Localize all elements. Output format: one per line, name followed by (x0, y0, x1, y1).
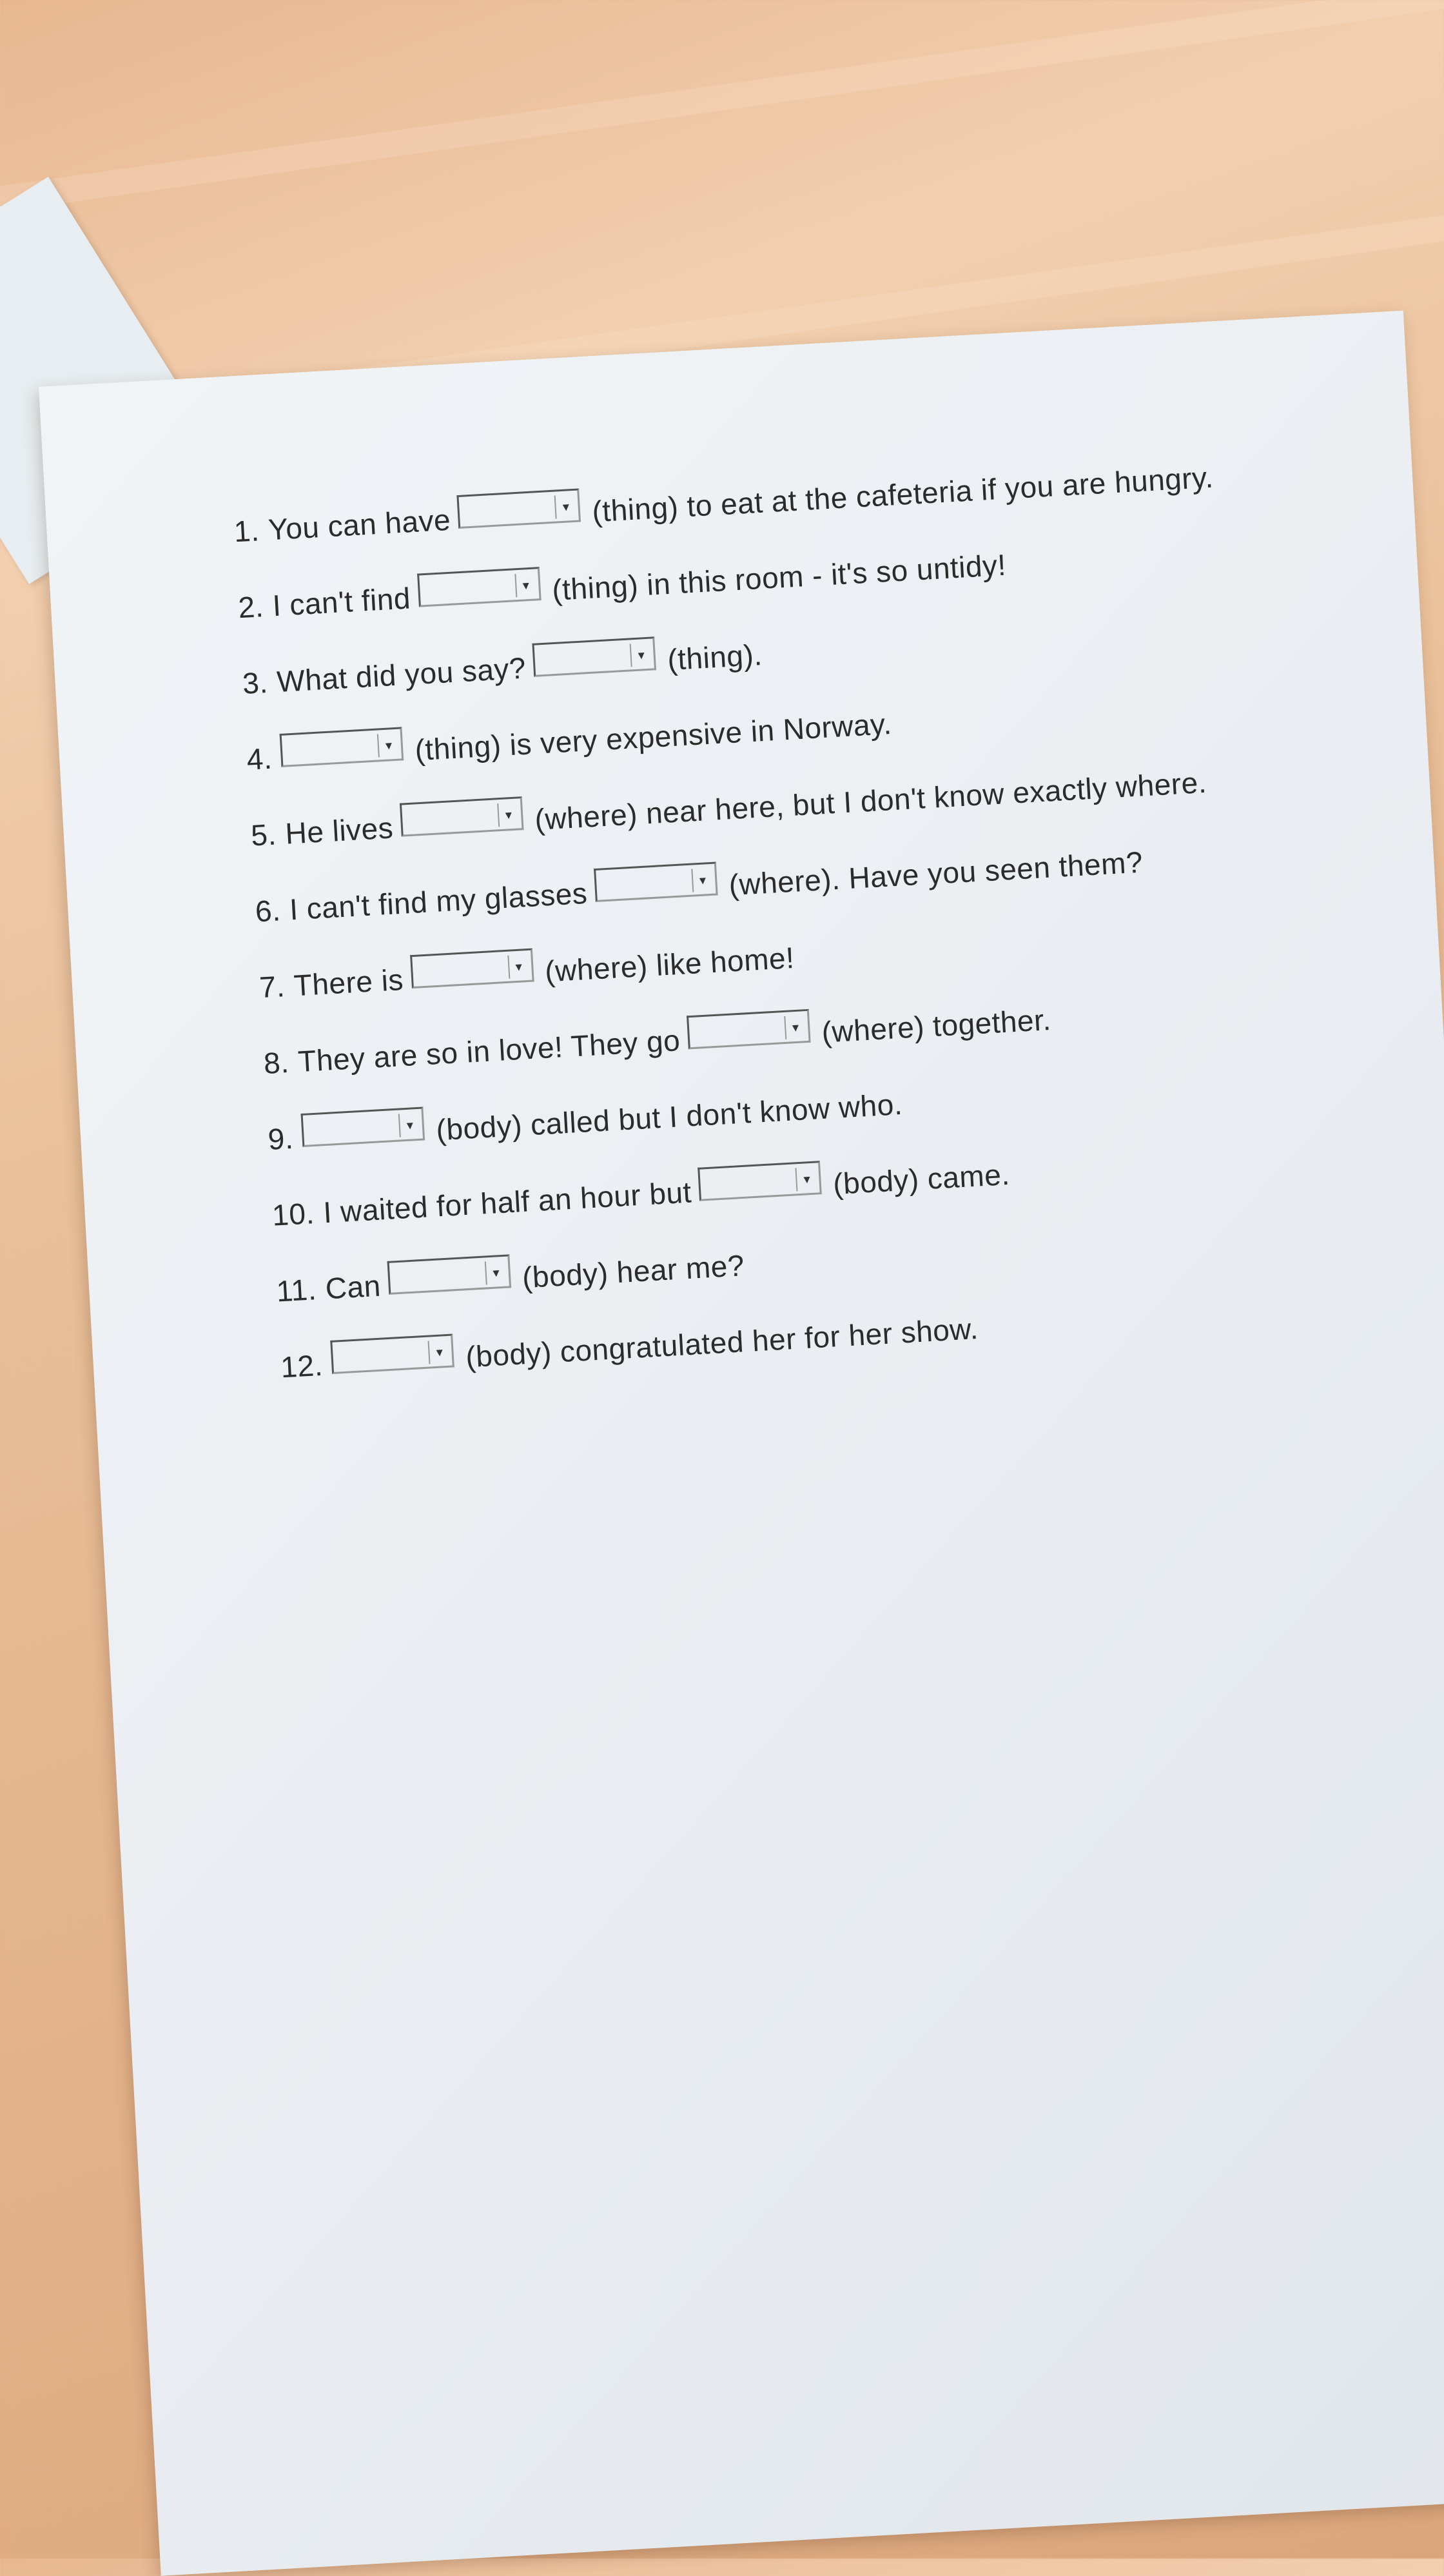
question-number: 7. (259, 969, 286, 1005)
question-number: 1. (233, 513, 260, 549)
chevron-down-icon: ▾ (795, 1167, 817, 1192)
question-text-after: (where) like home! (543, 940, 795, 988)
question-text-after: (where). Have you seen them? (728, 845, 1144, 902)
question-text-after: (thing). (666, 638, 763, 677)
chevron-down-icon: ▾ (485, 1261, 507, 1285)
answer-dropdown[interactable] (331, 1333, 455, 1374)
question-number: 3. (241, 665, 269, 701)
question-list (231, 408, 1440, 1384)
question-number: 2. (237, 589, 265, 625)
question-text-after: (body) hear me? (521, 1248, 746, 1295)
question-number: 6. (254, 893, 282, 929)
question-text-after: (thing) is very expensive in Norway. (414, 706, 893, 767)
worksheet-sheet (39, 311, 1444, 2576)
chevron-down-icon: ▾ (507, 954, 529, 979)
chevron-down-icon: ▾ (630, 643, 652, 667)
question-number: 9. (267, 1121, 295, 1156)
answer-dropdown[interactable] (410, 949, 534, 989)
question-text-after: (where) near here, but I don't know exactly where. (534, 765, 1208, 837)
question-text-before: I can't find (271, 581, 412, 623)
question-text-before: They are so in love! They go (297, 1023, 681, 1079)
question-text-after: (thing) in this room - it's so untidy! (551, 547, 1008, 607)
question-text-after: (body) called but I don't know who. (435, 1086, 904, 1147)
question-text-after: (body) came. (832, 1157, 1011, 1201)
question-number: 8. (262, 1045, 290, 1081)
answer-dropdown[interactable] (698, 1161, 823, 1201)
answer-dropdown[interactable] (594, 861, 718, 902)
answer-dropdown[interactable] (532, 636, 657, 677)
answer-dropdown[interactable] (687, 1009, 811, 1050)
answer-dropdown[interactable] (301, 1106, 425, 1147)
answer-dropdown[interactable] (417, 567, 542, 607)
answer-dropdown[interactable] (400, 796, 524, 837)
question-number: 10. (271, 1196, 316, 1232)
answer-dropdown[interactable] (280, 727, 404, 767)
question-text-before: I waited for half an hour but (322, 1175, 693, 1230)
question-text-before: He lives (284, 811, 395, 850)
chevron-down-icon: ▾ (377, 733, 399, 758)
question-text-after: (body) congratulated her for her show. (465, 1311, 979, 1374)
chevron-down-icon: ▾ (398, 1113, 420, 1137)
chevron-down-icon: ▾ (554, 495, 576, 519)
answer-dropdown[interactable] (457, 488, 581, 529)
question-text-before: You can have (267, 502, 452, 547)
question-text-after: (where) together. (821, 1002, 1052, 1049)
desk-grain (0, 0, 1444, 229)
question-number: 11. (275, 1272, 318, 1308)
question-text-before: There is (293, 962, 405, 1003)
chevron-down-icon: ▾ (514, 573, 536, 597)
question-number: 4. (246, 741, 273, 776)
question-text-after: (thing) to eat at the cafeteria if you are hungry. (591, 460, 1215, 529)
question-number: 12. (280, 1348, 324, 1384)
answer-dropdown[interactable] (387, 1254, 511, 1295)
question-number: 5. (249, 817, 278, 852)
chevron-down-icon: ▾ (497, 803, 519, 827)
chevron-down-icon: ▾ (784, 1015, 806, 1039)
question-text-before: Can (324, 1268, 382, 1306)
chevron-down-icon: ▾ (691, 868, 713, 892)
question-text-before: What did you say? (276, 651, 527, 699)
question-text-before: I can't find my glasses (288, 876, 589, 927)
chevron-down-icon: ▾ (428, 1340, 450, 1364)
